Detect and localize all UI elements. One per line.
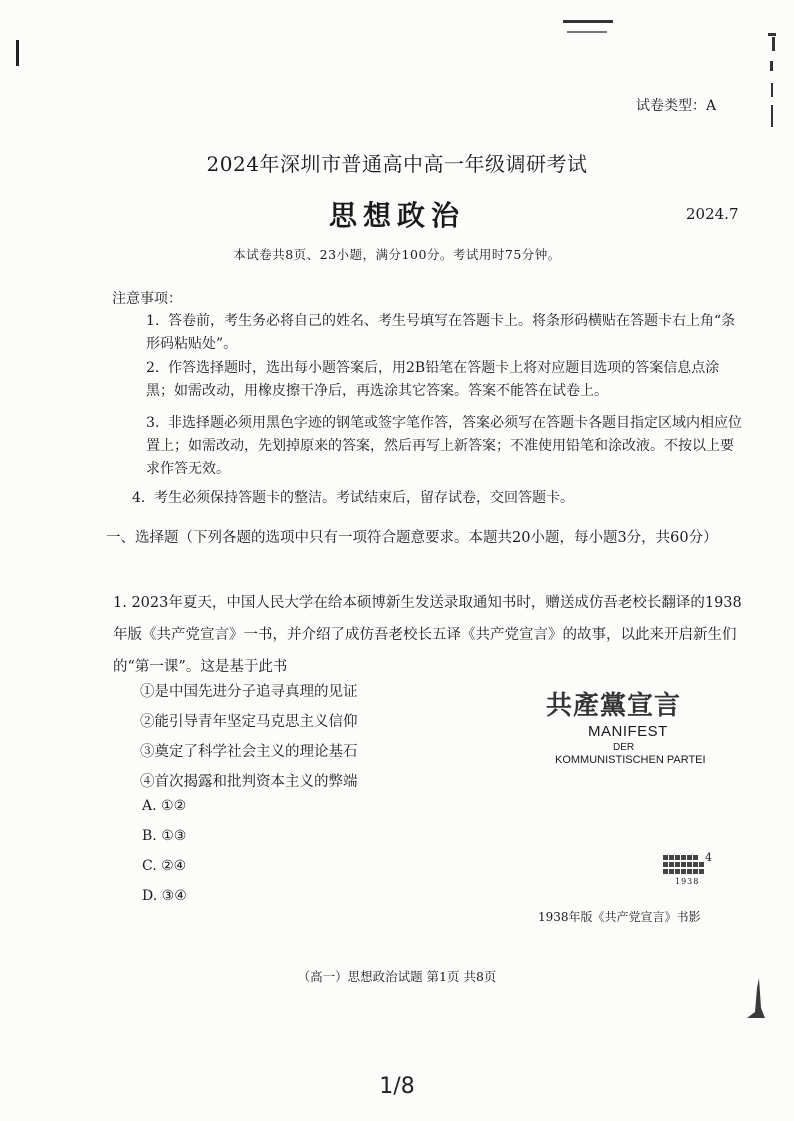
subject-title: 思想政治 xyxy=(328,199,465,232)
scan-mark-top xyxy=(563,20,613,23)
option-a xyxy=(142,798,186,814)
exam-info: 本试卷共8页、23小题，满分100分。考试用时75分钟。 xyxy=(233,247,561,262)
page-footer: （高一）思想政治试题 第1页 共8页 xyxy=(297,969,497,984)
figure-caption: 1938年版《共产党宣言》书影 xyxy=(538,910,701,924)
cover-title: 共產黨宣言 xyxy=(546,691,682,721)
question-stem-text: 2023年夏天，中国人民大学在给本硕博新生发送录取通知书时，赠送成仿吾老校长翻译的1938年版《共产党宣言》一书，并介绍了成仿吾老校长五译《共产党宣言》的故事，以此来开启新生们的“第一课”。这是基于此书 xyxy=(113,595,742,675)
notice-item-4 xyxy=(132,487,752,510)
option-text: ③④ xyxy=(161,888,187,904)
option-text: ①③ xyxy=(161,828,187,844)
question-1-stem xyxy=(113,587,743,683)
scan-corner-mark xyxy=(745,978,767,1020)
option-label: B. xyxy=(142,828,157,844)
cover-year: 1938 xyxy=(675,877,700,886)
notice-item-num: 4. xyxy=(132,490,146,506)
notice-item-num: 1. xyxy=(146,313,160,329)
option-text: ②④ xyxy=(161,858,187,874)
notice-item-text: 答卷前，考生务必将自己的姓名、考生号填写在答题卡上。将条形码横贴在答题卡右上角“条形码粘贴处”。 xyxy=(146,313,736,352)
scan-mark-left xyxy=(16,40,19,66)
notice-item-num: 3. xyxy=(146,415,160,431)
exam-title: 2024年深圳市普通高中高一年级调研考试 xyxy=(206,152,588,176)
option-label: C. xyxy=(142,858,157,874)
question-number: 1. xyxy=(113,595,127,611)
notice-item-1 xyxy=(146,310,746,356)
cover-der: DER xyxy=(613,742,635,753)
option-c xyxy=(142,858,186,874)
statement-4: ④首次揭露和批判资本主义的弊端 xyxy=(140,774,358,790)
notice-item-text: 考生必须保持答题卡的整洁。考试结束后，留存试卷，交回答题卡。 xyxy=(154,490,574,506)
cover-party: KOMMUNISTISCHEN PARTEI xyxy=(555,754,706,766)
notice-item-2 xyxy=(146,357,746,403)
paper-type-label: 试卷类型：A xyxy=(636,98,717,114)
exam-date: 2024.7 xyxy=(686,205,739,223)
option-text: ①② xyxy=(161,798,187,814)
option-label: A. xyxy=(142,798,157,814)
notice-item-3 xyxy=(146,412,746,481)
option-label: D. xyxy=(142,888,158,904)
scan-mark-top-faint xyxy=(567,31,607,33)
notice-heading: 注意事项： xyxy=(112,291,182,307)
notice-item-text: 非选择题必须用黑色字迹的钢笔或签字笔作答，答案必须写在答题卡各题目指定区域内相应位置上；如需改动，先划掉原来的答案，然后再写上新答案；不准使用铅笔和涂改液。不按以上要求作答无效。 xyxy=(146,415,742,477)
statement-2: ②能引导青年坚定马克思主义信仰 xyxy=(140,714,358,730)
option-b xyxy=(142,828,186,844)
notice-item-text: 作答选择题时，选出每小题答案后，用2B铅笔在答题卡上将对应题目选项的答案信息点涂黑；如需改动，用橡皮擦干净后，再选涂其它答案。答案不能答在试卷上。 xyxy=(146,360,720,399)
cover-manifest: MANIFEST xyxy=(588,723,668,740)
section-heading: 一、选择题（下列各题的选项中只有一项符合题意要求。本题共20小题，每小题3分，共60分） xyxy=(106,530,718,546)
option-d xyxy=(142,888,187,904)
scan-mark-right xyxy=(766,33,778,128)
notice-item-num: 2. xyxy=(146,360,160,376)
cover-publisher-mark xyxy=(663,851,723,891)
cover-number: 4 xyxy=(705,851,712,864)
statement-3: ③奠定了科学社会主义的理论基石 xyxy=(140,744,358,760)
page-indicator: 1/8 xyxy=(379,1074,415,1099)
statement-1: ①是中国先进分子追寻真理的见证 xyxy=(140,684,358,700)
